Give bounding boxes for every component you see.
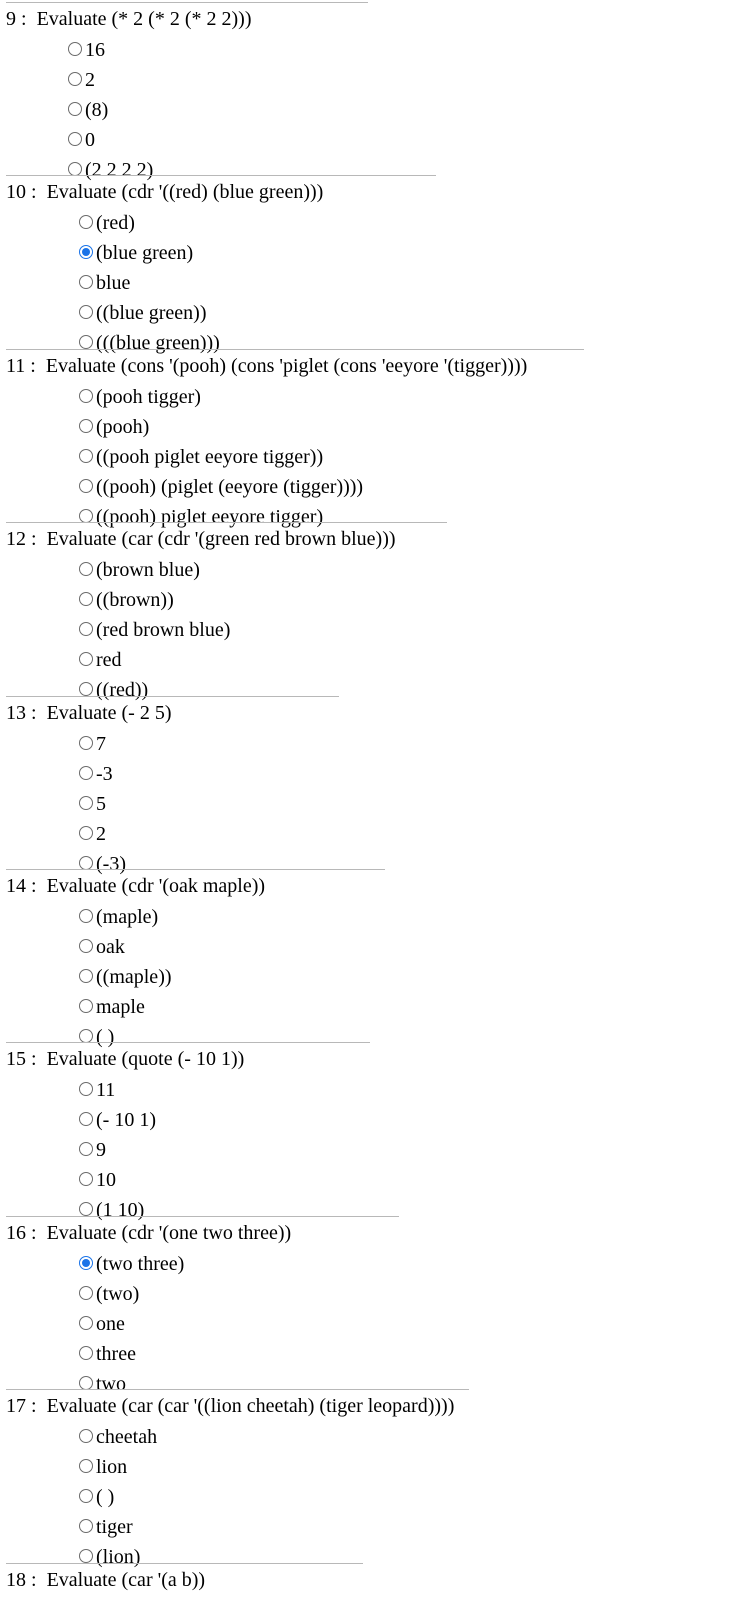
question-number: 10 <box>6 181 26 204</box>
answer-option[interactable] <box>6 555 447 585</box>
answer-option[interactable] <box>6 472 584 502</box>
answer-radio-button[interactable] <box>79 1256 93 1270</box>
answer-radio-button[interactable] <box>79 826 93 840</box>
question-number: 13 <box>6 701 26 724</box>
question-number-separator: : <box>26 528 47 551</box>
answer-option-label[interactable]: (pooh) <box>96 415 150 438</box>
question-separator <box>6 1042 370 1043</box>
question-number: 15 <box>6 1048 26 1071</box>
answer-option-label[interactable]: cheetah <box>96 1426 158 1449</box>
answer-radio-button[interactable] <box>79 909 93 923</box>
answer-option[interactable] <box>6 1105 370 1135</box>
answer-option[interactable] <box>6 1452 469 1482</box>
answer-option-label[interactable]: (red brown blue) <box>96 619 231 642</box>
answer-radio-button[interactable] <box>79 592 93 606</box>
question-block <box>6 696 339 879</box>
answer-option[interactable] <box>6 962 385 992</box>
answer-option-label[interactable]: (two) <box>96 1282 140 1305</box>
answer-option[interactable] <box>6 902 385 932</box>
question-number-separator: : <box>26 181 47 204</box>
answer-option-label[interactable]: ((brown)) <box>96 589 174 612</box>
answer-option-label[interactable]: ((maple)) <box>96 966 172 988</box>
answer-option-label[interactable]: 16 <box>85 39 105 61</box>
answer-option-label[interactable]: ( ) <box>96 1486 115 1509</box>
answer-option[interactable] <box>6 382 584 412</box>
question-separator <box>6 349 584 350</box>
answer-radio-button[interactable] <box>79 1519 93 1533</box>
answer-radio-button[interactable] <box>79 335 93 349</box>
question-title <box>6 524 447 555</box>
question-separator <box>6 175 436 176</box>
answer-radio-button[interactable] <box>79 1316 93 1330</box>
answer-option[interactable] <box>6 615 447 645</box>
answer-option-label[interactable]: (((blue green))) <box>96 332 220 355</box>
answer-radio-button[interactable] <box>79 969 93 983</box>
answer-radio-button[interactable] <box>68 132 82 146</box>
answer-option[interactable] <box>6 65 368 95</box>
answer-option-label[interactable]: blue <box>96 272 131 295</box>
answer-option[interactable] <box>6 1482 469 1512</box>
answer-radio-button[interactable] <box>79 1346 93 1360</box>
question-block <box>6 175 436 358</box>
answer-option-label[interactable]: -3 <box>96 762 113 785</box>
answer-option[interactable] <box>6 992 385 1022</box>
answer-option-label[interactable]: ( ) <box>96 1026 115 1048</box>
answer-option-label[interactable]: (lion) <box>96 1546 141 1569</box>
answer-radio-button[interactable] <box>79 1112 93 1126</box>
question-separator <box>6 696 339 697</box>
answer-radio-button[interactable] <box>79 562 93 576</box>
question-block <box>6 1563 363 1596</box>
answer-option-label[interactable]: 2 <box>85 69 95 91</box>
answer-option[interactable] <box>6 208 436 238</box>
answer-radio-button[interactable] <box>68 102 82 116</box>
question-prompt: Evaluate (cdr '((red) (blue green))) <box>46 181 324 204</box>
question-block <box>6 1216 399 1399</box>
answer-option[interactable] <box>6 1165 370 1195</box>
answer-option-label[interactable]: three <box>96 1342 136 1365</box>
question-block <box>6 2 368 185</box>
answer-option-label[interactable]: red <box>96 649 122 672</box>
answer-option-label[interactable]: (- 10 1) <box>96 1109 156 1132</box>
answer-option-label[interactable]: (blue green) <box>96 242 194 265</box>
answer-option-label[interactable]: 2 <box>96 822 106 845</box>
question-title <box>6 1391 469 1422</box>
answer-option-label[interactable]: ((pooh piglet eeyore tigger)) <box>96 445 324 468</box>
answer-option[interactable] <box>6 1339 399 1369</box>
answer-radio-button[interactable] <box>79 1202 93 1216</box>
question-title <box>6 351 584 382</box>
question-title <box>6 1218 399 1249</box>
answer-radio-button[interactable] <box>79 1549 93 1563</box>
answer-option[interactable] <box>6 238 436 268</box>
answer-option[interactable] <box>6 932 385 962</box>
question-number: 18 <box>6 1568 26 1591</box>
answer-option-label[interactable]: 5 <box>96 792 106 815</box>
answer-option-label[interactable]: one <box>96 1312 125 1335</box>
answer-radio-button[interactable] <box>79 1172 93 1186</box>
question-block <box>6 1042 370 1225</box>
question-title <box>6 871 385 902</box>
question-number: 9 <box>6 8 16 30</box>
answer-radio-button[interactable] <box>79 766 93 780</box>
answer-radio-button[interactable] <box>79 1142 93 1156</box>
answer-option-label[interactable]: (red) <box>96 212 135 235</box>
answer-radio-button[interactable] <box>79 652 93 666</box>
answer-option-label[interactable]: lion <box>96 1456 128 1479</box>
question-title <box>6 1565 363 1596</box>
answer-option-label[interactable]: ((pooh) (piglet (eeyore (tigger)))) <box>96 475 364 498</box>
answer-option-label[interactable]: (1 10) <box>96 1199 145 1222</box>
answer-radio-button[interactable] <box>68 72 82 86</box>
question-prompt: Evaluate (car (car '((lion cheetah) (tiger leopard)))) <box>46 1395 455 1418</box>
question-number-separator: : <box>16 8 37 30</box>
answer-radio-button[interactable] <box>68 162 82 176</box>
answer-radio-button[interactable] <box>79 1376 93 1390</box>
answer-radio-button[interactable] <box>79 479 93 493</box>
question-block <box>6 522 447 705</box>
answer-option-label[interactable]: 11 <box>96 1079 116 1102</box>
answer-radio-button[interactable] <box>79 1429 93 1443</box>
answer-option-label[interactable]: (maple) <box>96 906 159 928</box>
answer-option-label[interactable]: (pooh tigger) <box>96 385 201 408</box>
answer-radio-button[interactable] <box>79 682 93 696</box>
answer-radio-button[interactable] <box>79 449 93 463</box>
answer-option-label[interactable]: tiger <box>96 1516 133 1539</box>
question-number-separator: : <box>26 701 47 724</box>
answer-option-label[interactable]: (-3) <box>96 852 126 875</box>
answer-option[interactable] <box>6 585 447 615</box>
answer-option[interactable] <box>6 789 339 819</box>
answer-radio-button[interactable] <box>79 939 93 953</box>
answer-option[interactable] <box>6 729 339 759</box>
answer-radio-button[interactable] <box>79 856 93 870</box>
answer-radio-button[interactable] <box>68 42 82 56</box>
question-number: 16 <box>6 1221 26 1244</box>
answer-option-label[interactable]: ((pooh) piglet eeyore tigger) <box>96 505 324 528</box>
question-prompt: Evaluate (cdr '(oak maple)) <box>46 875 266 897</box>
question-prompt: Evaluate (quote (- 10 1)) <box>46 1048 245 1071</box>
answer-option-label[interactable]: (two three) <box>96 1252 185 1275</box>
answer-radio-button[interactable] <box>79 419 93 433</box>
answer-option[interactable] <box>6 412 584 442</box>
answer-radio-button[interactable] <box>79 215 93 229</box>
answer-radio-button[interactable] <box>79 389 93 403</box>
answer-radio-button[interactable] <box>79 622 93 636</box>
answer-option[interactable] <box>6 1075 370 1105</box>
answer-radio-button[interactable] <box>79 1029 93 1043</box>
question-number-separator: : <box>26 1221 47 1244</box>
answer-radio-button[interactable] <box>79 1459 93 1473</box>
answer-option[interactable] <box>6 1279 399 1309</box>
answer-radio-button[interactable] <box>79 736 93 750</box>
question-number: 17 <box>6 1395 26 1418</box>
question-separator <box>6 869 385 870</box>
answer-option-label[interactable]: (2 2 2 2) <box>85 159 154 181</box>
answer-option-label[interactable]: ((red)) <box>96 679 149 702</box>
question-prompt: Evaluate (cdr '(one two three)) <box>46 1221 292 1244</box>
answer-option[interactable] <box>6 298 436 328</box>
answer-radio-button[interactable] <box>79 245 93 259</box>
answer-option[interactable] <box>6 1249 399 1279</box>
question-separator <box>6 1389 469 1390</box>
answer-option-label[interactable]: maple <box>96 996 145 1018</box>
answer-radio-button[interactable] <box>79 796 93 810</box>
answer-radio-button[interactable] <box>79 1489 93 1503</box>
answer-option[interactable] <box>6 759 339 789</box>
question-separator <box>6 1216 399 1217</box>
question-prompt: Evaluate (* 2 (* 2 (* 2 2))) <box>36 8 252 30</box>
question-title <box>6 1044 370 1075</box>
question-number-separator: : <box>26 1568 47 1591</box>
question-prompt: Evaluate (car '(a b)) <box>46 1568 206 1591</box>
question-number-separator: : <box>26 875 47 897</box>
answer-radio-button[interactable] <box>79 509 93 523</box>
answer-option[interactable] <box>6 268 436 298</box>
answer-radio-button[interactable] <box>79 1286 93 1300</box>
question-title <box>6 698 339 729</box>
question-prompt: Evaluate (- 2 5) <box>46 701 172 724</box>
question-number-separator: : <box>25 354 46 377</box>
question-number: 12 <box>6 528 26 551</box>
question-number: 14 <box>6 875 26 897</box>
answer-option[interactable] <box>6 1309 399 1339</box>
question-block <box>6 349 584 532</box>
answer-option[interactable] <box>6 645 447 675</box>
answer-option[interactable] <box>6 125 368 155</box>
question-number: 11 <box>6 354 26 377</box>
question-block <box>6 869 385 1052</box>
answer-option[interactable] <box>6 1512 469 1542</box>
question-title <box>6 177 436 208</box>
answer-option[interactable] <box>6 95 368 125</box>
answer-option-label[interactable]: two <box>96 1372 126 1395</box>
question-block <box>6 1389 469 1572</box>
question-number-separator: : <box>26 1048 47 1071</box>
answer-radio-button[interactable] <box>79 275 93 289</box>
question-separator <box>6 2 368 3</box>
question-title <box>6 4 368 35</box>
question-prompt: Evaluate (car (cdr '(green red brown blue))) <box>46 528 396 551</box>
answer-option-label[interactable]: 10 <box>96 1169 116 1192</box>
question-number-separator: : <box>26 1395 47 1418</box>
answer-radio-button[interactable] <box>79 1082 93 1096</box>
answer-option[interactable] <box>6 442 584 472</box>
answer-option[interactable] <box>6 1422 469 1452</box>
answer-option-label[interactable]: ((blue green)) <box>96 302 207 325</box>
answer-option-label[interactable]: oak <box>96 936 125 958</box>
answer-radio-button[interactable] <box>79 999 93 1013</box>
answer-option-label[interactable]: (brown blue) <box>96 559 200 582</box>
answer-option-label[interactable]: 0 <box>85 129 95 151</box>
question-prompt: Evaluate (cons '(pooh) (cons 'piglet (cons 'eeyore '(tigger)))) <box>45 354 528 377</box>
answer-option-label[interactable]: 7 <box>96 732 106 755</box>
answer-option-label[interactable]: 9 <box>96 1139 106 1162</box>
question-separator <box>6 522 447 523</box>
answer-option-label[interactable]: (8) <box>85 99 109 121</box>
answer-radio-button[interactable] <box>79 305 93 319</box>
question-separator <box>6 1563 363 1564</box>
answer-option[interactable] <box>6 35 368 65</box>
answer-option[interactable] <box>6 819 339 849</box>
answer-option[interactable] <box>6 1135 370 1165</box>
